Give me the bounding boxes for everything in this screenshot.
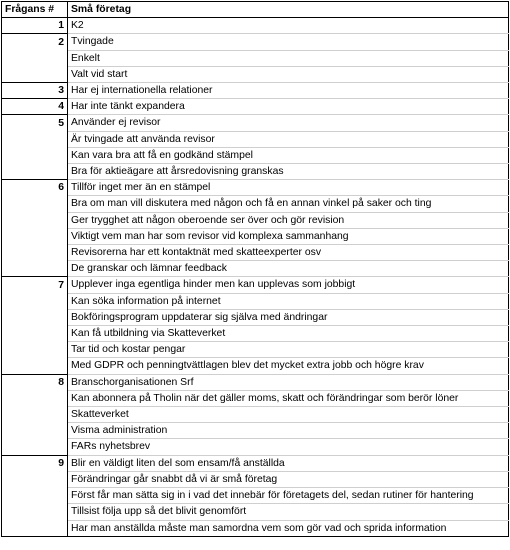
question-number-cell[interactable] bbox=[2, 245, 68, 261]
table-row bbox=[2, 504, 509, 520]
answer-cell[interactable]: Har inte tänkt expandera bbox=[68, 99, 509, 115]
table-row bbox=[2, 147, 509, 163]
question-number-cell[interactable] bbox=[2, 212, 68, 228]
table-row bbox=[2, 488, 509, 504]
answer-cell[interactable]: Använder ej revisor bbox=[68, 115, 509, 131]
answer-cell[interactable]: Valt vid start bbox=[68, 66, 509, 82]
table-row bbox=[2, 309, 509, 325]
question-number-cell[interactable]: 2 bbox=[2, 34, 68, 50]
answer-cell[interactable]: Enkelt bbox=[68, 50, 509, 66]
question-number-cell[interactable] bbox=[2, 293, 68, 309]
question-number-cell[interactable]: 1 bbox=[2, 18, 68, 34]
question-number-cell[interactable] bbox=[2, 50, 68, 66]
answer-cell[interactable]: Kan vara bra att få en godkänd stämpel bbox=[68, 147, 509, 163]
answer-cell[interactable]: Är tvingade att använda revisor bbox=[68, 131, 509, 147]
header-row bbox=[2, 2, 509, 18]
question-number-cell[interactable] bbox=[2, 66, 68, 82]
table-row bbox=[2, 293, 509, 309]
answer-cell[interactable]: Har man anställda måste man samordna vem som gör vad och sprida information bbox=[68, 520, 509, 536]
column-header-question-number[interactable]: Frågans # bbox=[2, 2, 68, 18]
answer-cell[interactable]: Bokföringsprogram uppdaterar sig själva med ändringar bbox=[68, 309, 509, 325]
question-number-cell[interactable] bbox=[2, 504, 68, 520]
table-row bbox=[2, 196, 509, 212]
answer-cell[interactable]: Kan abonnera på Tholin när det gäller moms, skatt och förändringar som berör löner bbox=[68, 390, 509, 406]
table-row bbox=[2, 18, 509, 34]
answer-cell[interactable]: Tar tid och kostar pengar bbox=[68, 342, 509, 358]
question-number-cell[interactable] bbox=[2, 488, 68, 504]
question-number-cell[interactable] bbox=[2, 196, 68, 212]
answer-cell[interactable]: Blir en väldigt liten del som ensam/få anställda bbox=[68, 455, 509, 471]
question-number-cell[interactable]: 5 bbox=[2, 115, 68, 131]
answer-cell[interactable]: Tillför inget mer än en stämpel bbox=[68, 180, 509, 196]
question-number-cell[interactable] bbox=[2, 326, 68, 342]
answer-cell[interactable]: Visma administration bbox=[68, 423, 509, 439]
table-row bbox=[2, 439, 509, 455]
answer-cell[interactable]: Viktigt vem man har som revisor vid komplexa sammanhang bbox=[68, 228, 509, 244]
table-row bbox=[2, 212, 509, 228]
question-number-cell[interactable]: 6 bbox=[2, 180, 68, 196]
table-row bbox=[2, 455, 509, 471]
answer-cell[interactable]: Kan söka information på internet bbox=[68, 293, 509, 309]
table-row bbox=[2, 83, 509, 99]
answer-cell[interactable]: Tvingade bbox=[68, 34, 509, 50]
answer-cell[interactable]: Upplever inga egentliga hinder men kan upplevas som jobbigt bbox=[68, 277, 509, 293]
answer-cell[interactable]: De granskar och lämnar feedback bbox=[68, 261, 509, 277]
answer-cell[interactable]: FARs nyhetsbrev bbox=[68, 439, 509, 455]
question-number-cell[interactable] bbox=[2, 423, 68, 439]
question-number-cell[interactable] bbox=[2, 471, 68, 487]
answer-cell[interactable]: Skatteverket bbox=[68, 407, 509, 423]
question-number-cell[interactable] bbox=[2, 261, 68, 277]
question-number-cell[interactable] bbox=[2, 390, 68, 406]
table-row bbox=[2, 115, 509, 131]
table-row bbox=[2, 471, 509, 487]
question-number-cell[interactable] bbox=[2, 164, 68, 180]
table-row bbox=[2, 99, 509, 115]
answer-cell[interactable]: Med GDPR och penningtvättlagen blev det mycket extra jobb och högre krav bbox=[68, 358, 509, 374]
answer-cell[interactable]: Ger trygghet att någon oberoende ser över och gör revision bbox=[68, 212, 509, 228]
survey-answers-table bbox=[1, 1, 509, 537]
answer-cell[interactable]: K2 bbox=[68, 18, 509, 34]
table-row bbox=[2, 261, 509, 277]
question-number-cell[interactable] bbox=[2, 358, 68, 374]
table-row bbox=[2, 34, 509, 50]
question-number-cell[interactable] bbox=[2, 147, 68, 163]
question-number-cell[interactable] bbox=[2, 131, 68, 147]
table-row bbox=[2, 520, 509, 536]
table-row bbox=[2, 277, 509, 293]
question-number-cell[interactable]: 7 bbox=[2, 277, 68, 293]
table-row bbox=[2, 326, 509, 342]
table-row bbox=[2, 131, 509, 147]
question-number-cell[interactable] bbox=[2, 407, 68, 423]
answer-cell[interactable]: Revisorerna har ett kontaktnät med skatteexperter osv bbox=[68, 245, 509, 261]
table-row bbox=[2, 374, 509, 390]
answer-cell[interactable]: Har ej internationella relationer bbox=[68, 83, 509, 99]
question-number-cell[interactable] bbox=[2, 439, 68, 455]
question-number-cell[interactable] bbox=[2, 520, 68, 536]
answer-cell[interactable]: Först får man sätta sig in i vad det innebär för företagets del, sedan rutiner för hantering bbox=[68, 488, 509, 504]
answer-cell[interactable]: Kan få utbildning via Skatteverket bbox=[68, 326, 509, 342]
table-row bbox=[2, 407, 509, 423]
answer-cell[interactable]: Bra om man vill diskutera med någon och få en annan vinkel på saker och ting bbox=[68, 196, 509, 212]
table-row bbox=[2, 358, 509, 374]
answer-cell[interactable]: Tillsist följa upp så det blivit genomfört bbox=[68, 504, 509, 520]
question-number-cell[interactable]: 9 bbox=[2, 455, 68, 471]
table-row bbox=[2, 342, 509, 358]
table-row bbox=[2, 423, 509, 439]
table-row bbox=[2, 164, 509, 180]
question-number-cell[interactable]: 3 bbox=[2, 83, 68, 99]
question-number-cell[interactable]: 8 bbox=[2, 374, 68, 390]
table-body bbox=[2, 18, 509, 537]
table-row bbox=[2, 228, 509, 244]
question-number-cell[interactable] bbox=[2, 309, 68, 325]
table-row bbox=[2, 180, 509, 196]
table-row bbox=[2, 50, 509, 66]
question-number-cell[interactable]: 4 bbox=[2, 99, 68, 115]
question-number-cell[interactable] bbox=[2, 228, 68, 244]
table-row bbox=[2, 66, 509, 82]
answer-cell[interactable]: Bra för aktieägare att årsredovisning granskas bbox=[68, 164, 509, 180]
answer-cell[interactable]: Branschorganisationen Srf bbox=[68, 374, 509, 390]
table-row bbox=[2, 390, 509, 406]
answer-cell[interactable]: Förändringar går snabbt då vi är små företag bbox=[68, 471, 509, 487]
table-row bbox=[2, 245, 509, 261]
question-number-cell[interactable] bbox=[2, 342, 68, 358]
column-header-small-companies[interactable]: Små företag bbox=[68, 2, 509, 18]
